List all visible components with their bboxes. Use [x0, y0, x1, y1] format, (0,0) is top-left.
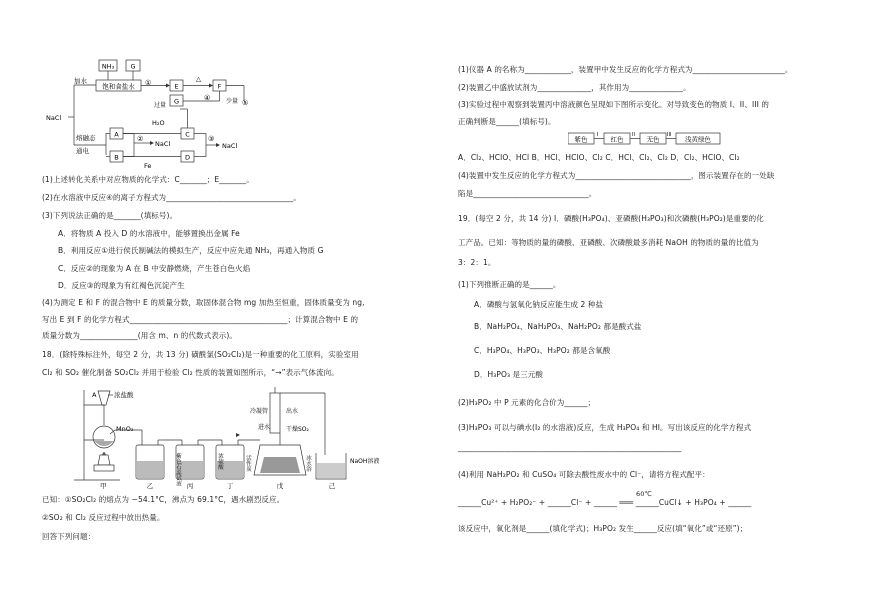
little-label: 少量: [226, 98, 239, 105]
q19-option-a: A．磷酸与氢氧化钠反应能生成 2 种盐: [474, 300, 604, 309]
yi-label: 乙: [146, 482, 154, 490]
b-node: B: [114, 153, 119, 162]
q19-equation: ______Cu²⁺ + H₂PO₂⁻ + ______Cl⁻ + ______ ═══ ______CuCl↓ + H₃PO₄ + ______: [458, 498, 752, 507]
q17-option-d: D．反应③的现象为有红褐色沉淀产生: [58, 281, 185, 290]
nacl-right-label: NaCl: [222, 142, 238, 150]
q19-option-d: D．H₃PO₃ 是三元酸: [474, 370, 543, 379]
q18-part2: (2)装置乙中盛放试剂为______________，其作用为______________。: [458, 83, 691, 92]
q17-option-b: B．利用反应①进行侯氏制碱法的模拟生产，反应中应先通 NH₃，再通入物质 G: [58, 246, 324, 255]
note-2: ②SO₂ 和 Cl₂ 反应过程中放出热量。: [42, 513, 165, 522]
q18-part3-line1: (3)实验过程中观察到装置丙中溶液颜色呈现如下图所示变化。对导致变色的物质 I、II、III 的: [458, 100, 769, 109]
note-1: 已知：①SO₂Cl₂ 的熔点为 −54.1°C，沸点为 69.1°C，遇水剧烈反应。: [42, 495, 285, 504]
yellowgreen-box: 浅黄绿色: [685, 135, 711, 144]
g-mid-node: G: [173, 97, 180, 106]
acid-label: 浓硫酸: [217, 453, 223, 470]
q19-option-c: C．H₃PO₄、H₃PO₃、H₃PO₂ 都是含氧酸: [474, 346, 611, 355]
q18-part1: (1)仪器 A 的名称为____________，装置甲中发生反应的化学方程式为________________________。: [458, 65, 793, 74]
q18-part4-line2: 陷是______________________________。: [458, 189, 597, 198]
reaction-5-label: ⑤: [242, 99, 249, 107]
c-node: C: [185, 130, 190, 139]
naoh-label: NaOH溶液: [350, 458, 380, 465]
a-funnel-label: A: [92, 391, 97, 399]
q19-part4-line2: 该反应中，氧化剂是______(填化学式)；H₃PO₂ 发生______反应(填“氧化”或“还原”)；: [458, 524, 748, 533]
conc-hcl-label: 浓盐酸: [114, 391, 134, 399]
q17-option-c: C．反应②的现象为 A 在 B 中安静燃烧，产生苍白色火焰: [58, 264, 251, 273]
q18-part3-line2: 正确判断是______(填标号)。: [458, 117, 556, 126]
flow-chart: [44, 55, 274, 170]
water-in-label: 进水: [258, 424, 271, 431]
ji-label: 己: [328, 482, 336, 490]
red-box: 红色: [610, 135, 624, 144]
reaction-3-label: ③: [208, 135, 215, 143]
q17-part3: (3)下列说法正确的是_______(填标号)。: [42, 211, 178, 220]
q17-part4-line3: 质量分数为_______________(用含 m、n 的代数式表示)。: [42, 331, 238, 340]
nacl-left-label: NaCl: [46, 114, 62, 122]
electrolysis-label: 通电: [76, 147, 89, 155]
q19-part1: (1)下列推断正确的是______。: [458, 280, 561, 289]
heat-label: △: [196, 75, 201, 83]
colorless-box: 无色: [646, 135, 660, 144]
litmus-label: 紫色石蕊试液: [175, 453, 181, 486]
q19-stem-line1: 19．(每空 2 分，共 14 分) Ⅰ．磷酸(H₃PO₄)、亚磷酸(H₃PO₃)和次磷酸(H₃PO₂)是重要的化: [458, 214, 764, 223]
q17-option-a: A．将物质 A 投入 D 的水溶液中，能够置换出金属 Fe: [58, 229, 240, 238]
q17-part4-line2: 写出 E 到 F 的化学方程式_________________________________________；计算混合物中 E 的: [42, 315, 359, 324]
equation-condition: 60℃: [636, 490, 652, 498]
excess-label: 过量: [154, 102, 167, 109]
water-out-label: 出水: [286, 408, 299, 415]
reaction-4-label: ④: [204, 94, 211, 102]
saturated-brine-node: 饱和食盐水: [102, 82, 135, 91]
dry-so2-label: 干燥SO₂: [286, 426, 309, 433]
molten-label: 熔融态: [76, 134, 96, 142]
q19-stem-line3: 3：2：1。: [458, 258, 496, 267]
fe-label: Fe: [144, 162, 152, 170]
q19-part3-line1: (3)H₃PO₃ 可以与碘水(I₂ 的水溶液)反应，生成 H₃PO₄ 和 HI。写出该反应的化学方程式: [458, 423, 752, 432]
q18-part3-options: A．Cl₂、HClO、HCl B．HCl、HClO、Cl₂ C．HCl、Cl₂、Cl₂ D．Cl₂、HClO、Cl₂: [458, 153, 740, 162]
color-change-diagram: [568, 131, 748, 147]
nacl-mid-label: NaCl: [155, 140, 171, 148]
jia-label: 甲: [100, 482, 107, 490]
q19-part4-line1: (4)利用 NaH₂PO₂ 和 CuSO₄ 可除去酸性废水中的 Cl⁻，请将方程式配平：: [458, 470, 710, 479]
q18-part4-line1: (4)装置中发生反应的化学方程式为______________________________，图示装置存在的一处缺: [458, 171, 775, 180]
a-node: A: [114, 130, 119, 139]
charcoal-label: 活性炭: [245, 455, 251, 472]
q18-stem-line1: 18．(除特殊标注外，每空 2 分，共 13 分) 磺酰氯(SO₂Cl₂)是一种重要的化工原料，实验室用: [42, 350, 359, 359]
q18-stem-line2: Cl₂ 和 SO₂ 催化制备 SO₂Cl₂ 并用于检验 Cl₂ 性质的装置如图所示，“→”表示气体流向。: [42, 368, 339, 377]
stage-ii-label: II: [632, 132, 635, 138]
mno2-label: MnO₂: [116, 425, 134, 433]
q19-part2: (2)H₃PO₂ 中 P 元素的化合价为______；: [458, 398, 596, 407]
q19-part3-blank: __________________________________________________________: [458, 443, 682, 452]
g-top-node: G: [130, 62, 136, 71]
stage-iii-label: III: [667, 132, 672, 138]
answer-prompt: 回答下列问题：: [42, 532, 96, 541]
wu-label: 戊: [276, 482, 284, 490]
reaction-2-label: ②: [137, 135, 144, 143]
add-water-label: 加水: [74, 77, 87, 85]
nh3-node: NH₃: [101, 62, 115, 71]
ice-label: 冰水浴: [305, 455, 311, 472]
f-node: F: [217, 82, 222, 91]
q19-option-b: B．NaH₂PO₄、NaH₂PO₃、NaH₂PO₂ 都是酸式盐: [474, 322, 642, 331]
d-node: D: [184, 153, 191, 162]
purple-box: 紫色: [574, 135, 588, 144]
apparatus-diagram: [70, 385, 390, 490]
reaction-1-label: ①: [145, 79, 152, 87]
h2o-label: H₂O: [152, 119, 165, 127]
ding-label: 丁: [226, 482, 234, 490]
bing-label: 丙: [186, 482, 194, 490]
q19-stem-line2: 工产品。已知：等物质的量的磷酸、亚磷酸、次磷酸最多消耗 NaOH 的物质的量的比值为: [458, 238, 759, 247]
q17-part1: (1)上述转化关系中对应物质的化学式：C_______；E_______。: [42, 175, 254, 184]
e-node: E: [174, 82, 179, 91]
stage-i-label: I: [597, 132, 599, 138]
q17-part2: (2)在水溶液中反应④的离子方程式为_________________________________。: [42, 193, 301, 202]
q17-part4-line1: (4)为测定 E 和 F 的混合物中 E 的质量分数，取固体混合物 mg 加热至恒重，固体质量变为 ng,: [42, 298, 365, 307]
condenser-label: 冷凝管: [250, 408, 269, 415]
